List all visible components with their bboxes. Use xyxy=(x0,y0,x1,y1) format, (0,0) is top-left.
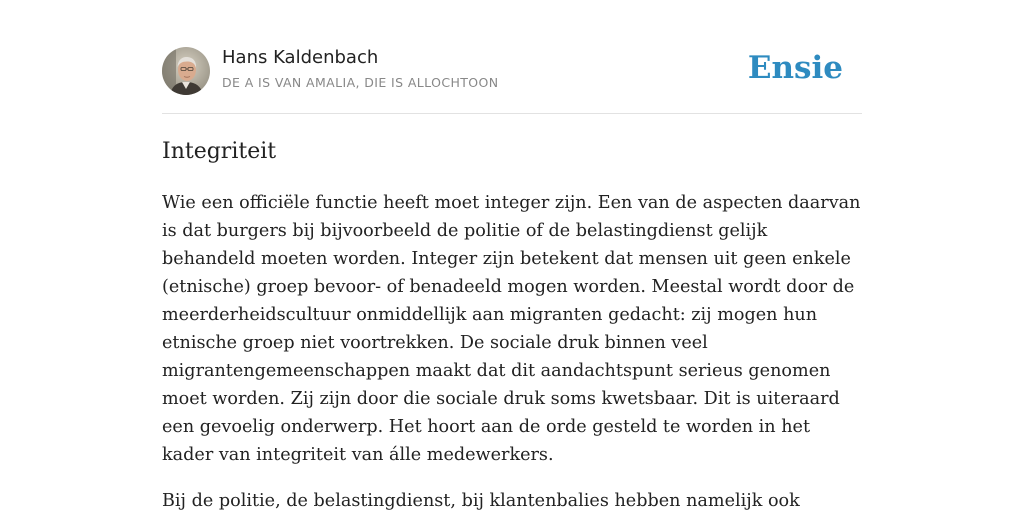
ensie-logo[interactable]: Ensie xyxy=(747,50,843,86)
article-paragraph: Wie een officiële functie heeft moet integer zijn. Een van de aspecten daarvan is dat burgers bij bijvoorbeeld de politie of de belastingdienst gelijk behandeld moeten worden. Integer zijn betekent dat mensen uit geen enkele (etnische) groep bevoor- of benadeeld mogen worden. Meestal wordt door de meerderheidscultuur onmiddellijk aan migranten gedacht: zij mogen hun etnische groep niet voortrekken. De sociale druk binnen veel migrantengemeenschappen maakt dat dit aandachtspunt serieus genomen moet worden. Zij zijn door die sociale druk soms kwetsbaar. Dit is uiteraard een gevoelig onderwerp. Het hoort aan de orde gesteld te worden in het kader van integriteit van álle medewerkers. xyxy=(162,193,861,465)
author-name-link[interactable]: Hans Kaldenbach xyxy=(222,47,379,68)
author-tagline: DE A IS VAN AMALIA, DIE IS ALLOCHTOON xyxy=(222,75,499,90)
avatar-photo xyxy=(162,47,210,95)
author-avatar[interactable] xyxy=(162,47,210,95)
author-header xyxy=(162,46,862,96)
header-divider xyxy=(162,113,862,114)
article-title: Integriteit xyxy=(162,139,277,164)
article-paragraph: Bij de politie, de belastingdienst, bij klantenbalies hebben namelijk ook xyxy=(162,491,800,511)
article xyxy=(162,136,862,512)
